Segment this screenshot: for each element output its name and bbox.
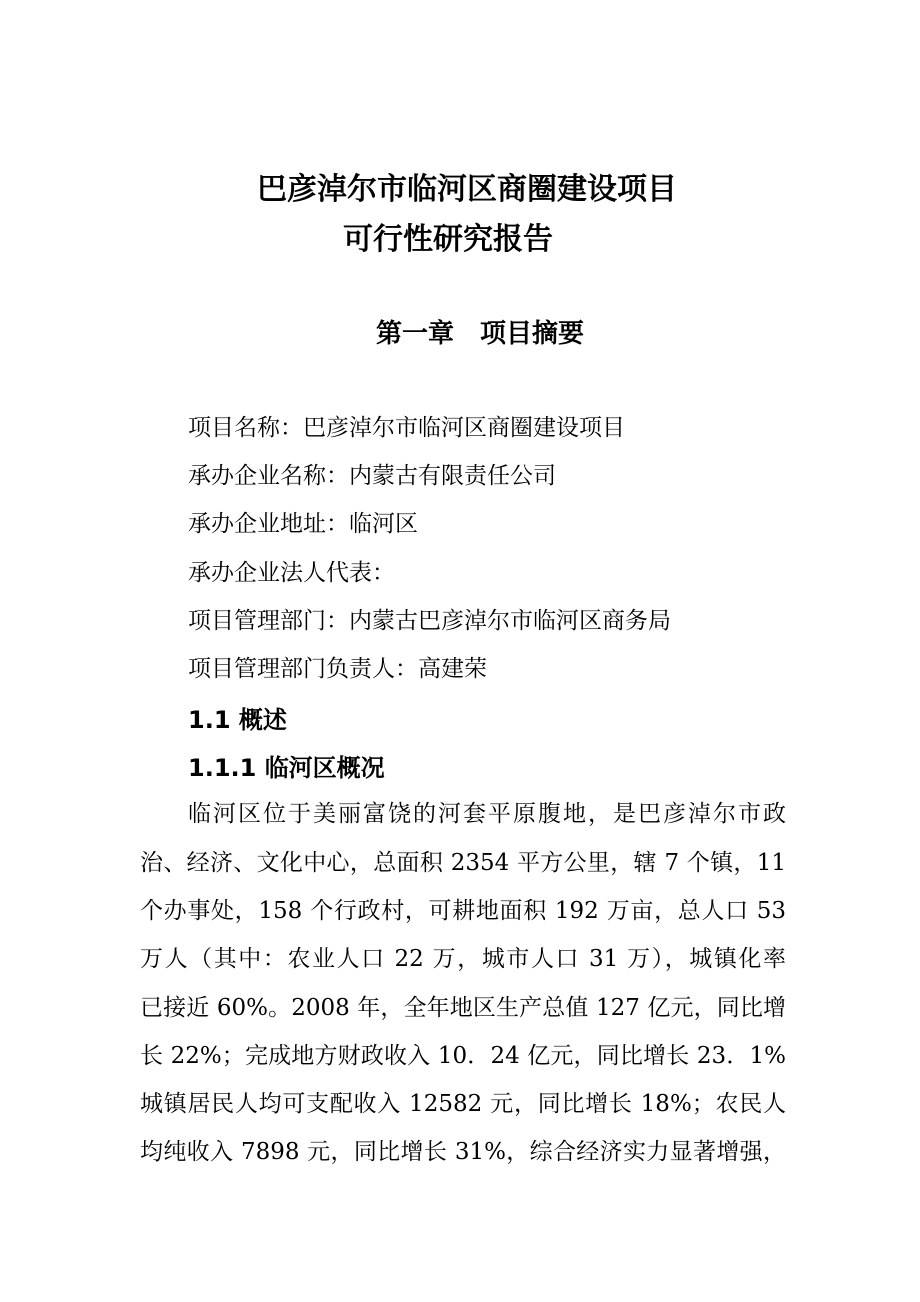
paragraph-line: 均纯收入 7898 元，同比增长 31%，综合经济实力显著增强， bbox=[140, 1139, 786, 1165]
field-project-name: 项目名称：巴彦淖尔市临河区商圈建设项目 bbox=[188, 415, 625, 441]
subsection-heading: 1.1.1 临河区概况 bbox=[188, 754, 385, 782]
field-company-address: 承办企业地址：临河区 bbox=[188, 511, 418, 537]
paragraph-line: 城镇居民人均可支配收入 12582 元，同比增长 18%；农民人 bbox=[140, 1091, 786, 1117]
document-title-line-2: 可行性研究报告 bbox=[343, 222, 553, 257]
field-legal-representative: 承办企业法人代表： bbox=[188, 560, 395, 586]
paragraph-line: 个办事处，158 个行政村，可耕地面积 192 万亩，总人口 53 bbox=[140, 898, 786, 924]
paragraph-line: 治、经济、文化中心，总面积 2354 平方公里，辖 7 个镇，11 bbox=[140, 850, 786, 876]
field-dept-head: 项目管理部门负责人：高建荣 bbox=[188, 656, 487, 682]
paragraph-line: 万人（其中：农业人口 22 万，城市人口 31 万），城镇化率 bbox=[140, 946, 786, 972]
paragraph-line: 已接近 60%。2008 年，全年地区生产总值 127 亿元，同比增 bbox=[140, 995, 786, 1021]
section-heading: 1.1 概述 bbox=[188, 706, 287, 734]
field-company-name: 承办企业名称：内蒙古有限责任公司 bbox=[188, 463, 556, 489]
chapter-heading: 第一章 项目摘要 bbox=[376, 319, 585, 349]
paragraph-line: 长 22%；完成地方财政收入 10．24 亿元，同比增长 23．1% bbox=[140, 1043, 786, 1069]
paragraph-line: 临河区位于美丽富饶的河套平原腹地，是巴彦淖尔市政 bbox=[188, 801, 786, 827]
field-management-dept: 项目管理部门：内蒙古巴彦淖尔市临河区商务局 bbox=[188, 608, 671, 634]
document-title-line-1: 巴彦淖尔市临河区商圈建设项目 bbox=[257, 172, 677, 207]
